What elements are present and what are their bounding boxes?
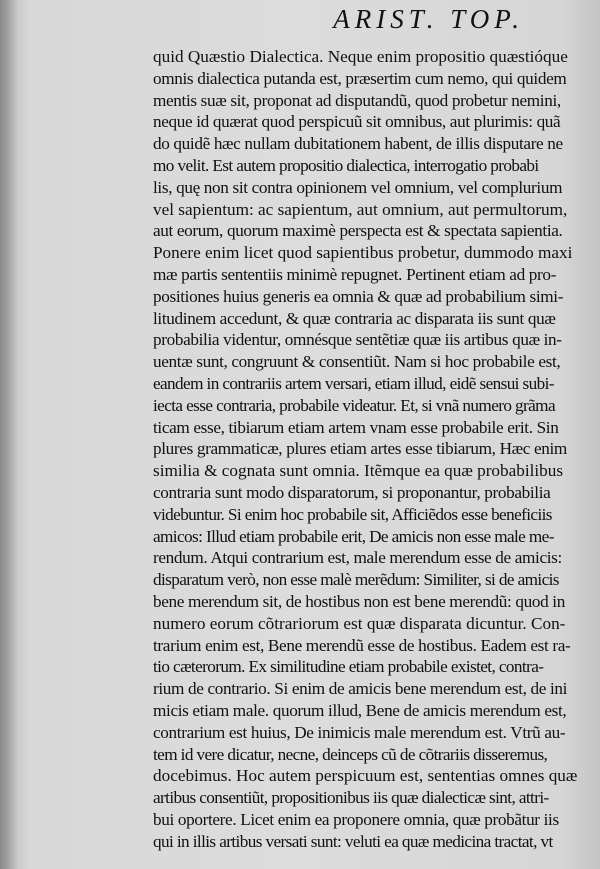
text-line: uentæ sunt, congruunt & consentiũt. Nam si hoc probabile est,: [153, 352, 561, 372]
text-line: iecta esse contraria, probabile videatur. Et, si vnã numero grãma: [153, 395, 555, 415]
text-line: docebimus. Hoc autem perspicuum est, sententias omnes quæ: [153, 766, 578, 786]
text-line: bene merendum sit, de hostibus non est bene merendũ: quod in: [153, 591, 565, 611]
text-line: tem id vere dicatur, necne, deinceps cũ de cõtrariis disseremus,: [153, 744, 548, 764]
text-line: Ponere enim licet quod sapientibus probetur, dummodo maxi: [153, 243, 573, 263]
text-line: rendum. Atqui contrarium est, male merendum esse de amicis:: [153, 548, 562, 568]
text-line: omnis dialectica putanda est, præsertim cum nemo, qui quidem: [153, 68, 567, 88]
text-line: positiones huius generis ea omnia & quæ ad probabilium simi-: [153, 286, 564, 306]
text-line: artibus consentiũt, propositionibus iis quæ dialecticæ sint, attri-: [153, 788, 549, 808]
text-line: aut eorum, quorum maximè perspecta est & spectata sapientia.: [153, 221, 563, 241]
text-line: probabilia videntur, omnésque sentẽtiæ quæ iis artibus quæ in-: [153, 330, 562, 350]
text-line: ticam esse, tibiarum etiam artem vnam esse probabile erit. Sin: [153, 417, 559, 437]
text-line: rium de contrario. Si enim de amicis bene merendum est, de ini: [153, 679, 568, 699]
text-line: mæ partis sententiis minimè repugnet. Pertinent etiam ad pro-: [153, 264, 556, 284]
text-line: qui in illis artibus versati sunt: veluti ea quæ medicina tractat, vt: [153, 831, 553, 851]
text-line: disparatum verò, non esse malè merẽdum: Similiter, si de amicis: [153, 570, 559, 590]
text-line: bui oportere. Licet enim ea proponere omnia, quæ probãtur iis: [153, 809, 559, 829]
text-line: mo velit. Est autem propositio dialectica, interrogatio probabi: [153, 155, 539, 175]
text-line: quid Quæstio Dialectica. Neque enim propositio quæstióque: [153, 47, 568, 66]
running-head: ARIST. TOP.: [333, 4, 524, 34]
text-line: amicos: Illud etiam probabile erit, De amicis non esse male me-: [153, 526, 554, 546]
text-line: eandem in contrariis artem versari, etiam illud, eidẽ sensui subi-: [153, 373, 554, 393]
body-text: [153, 46, 598, 852]
text-line: tio cæterorum. Ex similitudine etiam probabile existet, contra-: [153, 657, 544, 677]
text-line: videbuntur. Si enim hoc probabile sit, Afficiẽdos esse beneficiis: [153, 504, 552, 524]
text-line: do quidẽ hæc nullam dubitationem habent, de illis disputare ne: [153, 134, 563, 154]
text-line: plures grammaticæ, plures etiam artes esse tibiarum, Hæc enim: [153, 439, 567, 459]
text-line: numero eorum cõtrariorum est quæ disparata dicuntur. Con-: [153, 613, 566, 633]
text-line: contraria sunt modo disparatorum, si proponantur, probabilia: [153, 482, 551, 502]
text-line: neque id quærat quod perspicuũ sit omnibus, aut plurimis: quã: [153, 112, 561, 132]
text-line: trarium enim est, Bene merendũ esse de hostibus. Eadem est ra-: [153, 635, 571, 655]
text-line: lis, quę non sit contra opinionem vel omnium, vel complurium: [153, 177, 563, 197]
text-line: similia & cognata sunt omnia. Itẽmque ea quæ probabilibus: [153, 461, 564, 481]
text-line: vel sapientum: ac sapientum, aut omnium, aut permultorum,: [153, 199, 568, 219]
gutter-shadow: [0, 0, 18, 869]
text-line: litudinem accedunt, & quæ contraria ac disparata iis sunt quæ: [153, 308, 556, 328]
text-line: micis etiam male. quorum illud, Bene de amicis merendum est,: [153, 700, 567, 720]
text-line: mentis suæ sit, proponat ad disputandũ, quod probetur nemini,: [153, 90, 561, 110]
text-line: contrarium est huius, De inimicis male merendum est. Vtrũ au-: [153, 722, 566, 742]
